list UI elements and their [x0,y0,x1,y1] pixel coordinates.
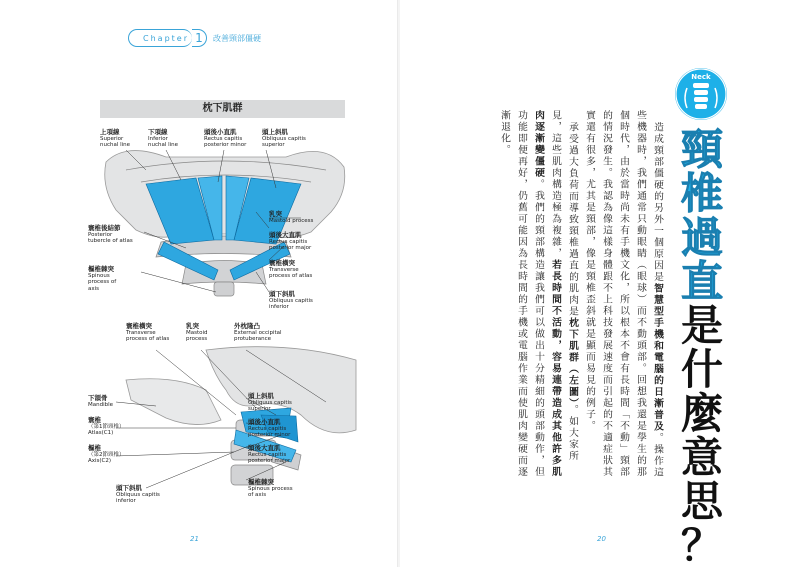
title-char: 頸 [680,125,723,174]
label-transverse-process-atlas: 寰椎橫突 Transverse process of atlas [269,259,313,280]
neck-badge [675,68,727,120]
paragraph-2: 承受過大負荷而導致頸椎過直的肌肉是枕下肌群（左圖）。如大家所見，這些肌肉構造極為複雜，若長時間不活動，容易連帶造成其他許多肌肉逐漸變僵硬。我們的頸部構造讓我們可以做出十分精細的頭部動作，但功能即便再好，仍舊可能因為長時間的手機或電腦作業而使肌肉變硬而逐漸退化。 [499,110,578,478]
label-transverse-process-atlas-lateral: 寰椎橫突 Transverse process of atlas [126,322,170,343]
title-char: 直 [680,257,723,306]
label-spinous-process-axis: 樞椎棘突 Spinous process of axis [88,265,117,292]
page-number-right: 20 [597,535,606,543]
skull-posterior-illustration [86,122,361,317]
label-posterior-tubercle-atlas: 寰椎後結節 Posterior tubercle of atlas [88,224,133,245]
figure-posterior-view [86,122,361,317]
title-char: 是 [680,301,723,350]
label-axis-c2: 樞椎 （第2節頸椎） Axis(C2) [88,444,125,465]
label-obliquus-capitis-superior: 頭上斜肌 Obliquus capitis superior [262,128,306,149]
label-rectus-capitis-posterior-major-lateral: 頭後大直肌 Rectus capitis posterior major [248,444,291,465]
label-rectus-capitis-posterior-minor: 頭後小直肌 Rectus capitis posterior minor [204,128,247,149]
label-inferior-nuchal-line: 下項線 Inferior nuchal line [148,128,179,149]
body-text [460,110,666,480]
title-char: 什 [680,345,723,394]
title-char: 意 [680,433,723,482]
right-page [400,0,799,570]
label-rectus-capitis-posterior-major: 頭後大直肌 Rectus capitis posterior major [269,231,312,252]
label-rectus-capitis-posterior-minor-lateral: 頭後小直肌 Rectus capitis posterior minor [248,418,291,439]
figure-panel-title: 枕下肌群 [100,100,345,118]
badge-word: Neck [691,73,711,81]
title-char: 思 [680,477,723,526]
title-char: ？ [680,521,723,570]
label-mandible: 下頜骨 Mandible [88,394,114,408]
label-external-occipital-protuberance: 外枕隆凸 External occipital protuberance [234,322,282,343]
figure-lateral-view [86,320,361,520]
chapter-title: 改善頸部僵硬 [213,33,261,43]
label-superior-nuchal-line: 上項線 Superior nuchal line [100,128,131,149]
label-mastoid-process: 乳突 Mastoid process [269,210,314,224]
title-char: 椎 [680,169,723,218]
title-char: 麼 [680,389,723,438]
paragraph-1: 造成頸部僵硬的另外一個原因是智慧型手機和電腦的日漸普及。操作這些機器時，我們通常只動眼睛（眼球）而不動頭部。回想我還是學生的那個時代，由於當時尚未有手機文化，所以根本不會有長時間「不動」頸部的情況發生。我認為像這樣身體跟不上科技發展速度而引起的不適症狀其實還有很多，尤其是頸部，像是頸椎歪斜就是顯而易見的例子。 [584,110,663,479]
label-spinous-process-axis-lateral: 樞椎棘突 Spinous process of axis [248,478,293,499]
chapter-word: Chapter [143,33,189,43]
label-obliquus-capitis-inferior-lateral: 頭下斜肌 Obliquus capitis inferior [116,484,160,505]
label-obliquus-capitis-superior-lateral: 頭上斜肌 Obliquus capitis superior [248,392,292,413]
chapter-header [128,28,261,48]
chapter-number: 1 [192,29,207,47]
chapter-bracket [128,29,192,47]
label-obliquus-capitis-inferior: 頭下斜肌 Obliquus capitis inferior [269,290,313,311]
title-char: 過 [680,213,723,262]
left-page [0,0,398,567]
neck-spine-icon [675,68,727,120]
label-atlas-c1: 寰椎 （第1節頸椎） Atlas(C1) [88,416,125,437]
label-mastoid-process-lateral: 乳突 Mastoid process [186,322,208,343]
page-title-vertical [678,125,726,570]
page-number-left: 21 [190,535,199,543]
